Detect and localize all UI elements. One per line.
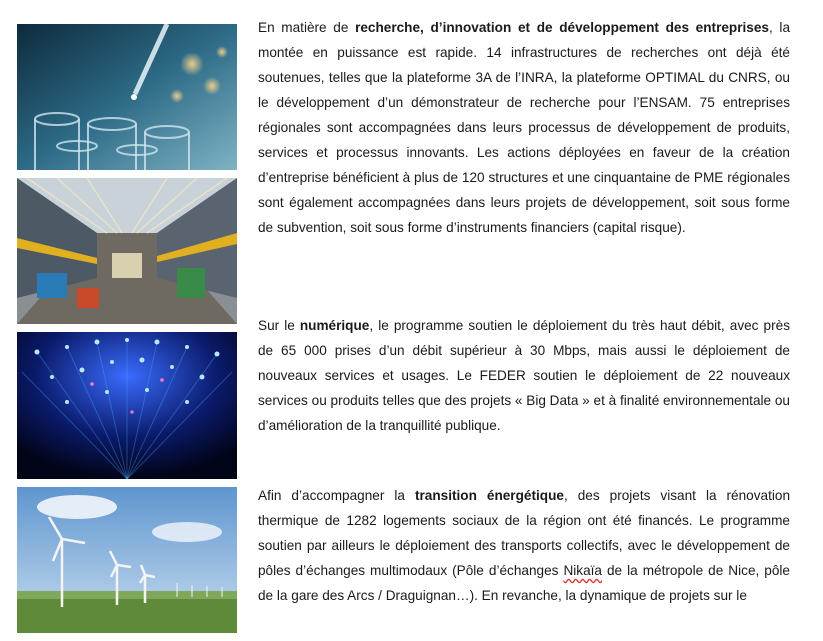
industrial-factory-hall-photo [17,178,237,324]
energy-paragraph-body: , des projets visant la rénovation thermique de 1282 logements sociaux de la région ont été financés. Le programme soutien par ailleurs le déploiement des transports collectifs, avec le développement de pôles d’échanges multimodaux (Pôle d’échanges [258,488,791,578]
spellcheck-flagged-word[interactable]: Nikaïa [563,563,602,578]
digital-heading-bold: numérique [299,318,370,333]
energy-paragraph [258,483,790,608]
research-paragraph [258,15,790,240]
energy-paragraph-intro: Afin d’accompagner la [258,488,415,503]
digital-paragraph [258,313,790,438]
laboratory-glassware-photo [17,24,237,170]
energy-paragraph-body-end: de la métropole de Nice, pôle de la gare des Arcs / Draguignan…). En revanche, la dynamique de projets sur le [258,563,790,603]
digital-paragraph-intro: Sur le [258,318,300,333]
fiber-optic-strands-photo [17,332,237,479]
research-paragraph-intro: En matière de [258,20,356,35]
research-heading-bold: recherche, d’innovation et de développement des entreprises [355,20,769,35]
research-paragraph-body: , la montée en puissance est rapide. 14 infrastructures de recherches ont déjà été soutenues, telles que la plateforme 3A de l’INRA, la plateforme OPTIMAL du CNRS, ou le développement d’un démonstrateur de recherche pour l’ENSAM. 75 entreprises régionales sont accompagnées dans leurs processus de développement de produits, services et processus innovants. Les actions déployées en faveur de la création d’entreprise bénéficient à plus de 120 structures et une cinquantaine de PME régionales sont également accompagnées dans leurs projets de développement, soit sous forme de subvention, soit sous forme d’instruments financiers (capital risque). [258,20,791,235]
energy-heading-bold: transition énergétique [414,488,564,503]
wind-turbines-photo [17,487,237,633]
digital-paragraph-body: , le programme soutien le déploiement du très haut débit, avec près de 65 000 prises d’un débit supérieur à 30 Mbps, mais aussi le déploiement de nouveaux services et usages. Le FEDER soutien le déploiement de 22 nouveaux services ou produits telles que des projets « Big Data » et à finalité environnementale ou d’amélioration de la tranquillité publique. [258,318,790,433]
